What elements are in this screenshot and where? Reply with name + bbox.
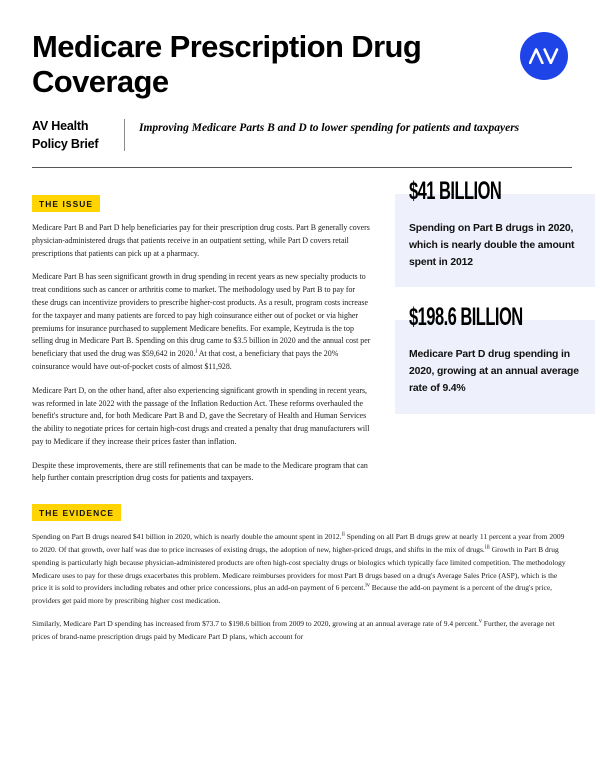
brand-row bbox=[32, 118, 572, 153]
stat-description: Medicare Part D drug spending in 2020, growing at an annual average rate of 9.4% bbox=[409, 349, 579, 395]
footnote-marker: iii bbox=[484, 544, 490, 551]
evidence-text: Because the add-on payment is a percent of the drug's price, providers get paid more by prescribing higher cost medication. bbox=[32, 583, 553, 606]
brand-name: AV Health Policy Brief bbox=[32, 119, 99, 151]
stats-column bbox=[373, 176, 595, 447]
logo-circle bbox=[520, 32, 568, 80]
issue-paragraph-text: Medicare Part B has seen significant growth in drug spending in recent years as new specialty products to treat conditions such as cancer or arthritis come to market. The methodology used by Part B to pay for these drugs can incentivize providers to prescribe higher-cost products. As a result, program costs increase for the taxpayer and many patients are forced to pay high coinsurance either out of pocket or via higher premiums for insurance purchased to supplement Medicare benefits. For example, Keytruda is the top selling drug in Medicare Part B. Spending on this drug came to $3.5 billion in 2020 and the annual cost per beneficiary that used the drug was $59,642 in 2020. bbox=[32, 272, 371, 359]
stat-description: Spending on Part B drugs in 2020, which is nearly double the amount spent in 2012 bbox=[409, 222, 575, 268]
stat-card bbox=[395, 176, 595, 288]
footnote-marker: ii bbox=[341, 531, 345, 538]
issue-paragraph: Medicare Part B and Part D help beneficiaries pay for their prescription drug costs. Part B generally covers physician-administered drugs that patients receive in an outpatient setting, while Part D covers retail prescriptions that patients can pick up at a pharmacy. bbox=[32, 222, 370, 258]
footnote-marker: i bbox=[195, 348, 198, 355]
evidence-paragraph bbox=[32, 618, 572, 644]
evidence-text: Spending on all Part B drugs grew at nearly 11 percent a year from 2009 to 2020. Of that growth, over half was due to price increases of existing drugs, the adoption of new, higher-priced drugs, and shifts in the mix of drugs. bbox=[32, 532, 565, 555]
evidence-text: Spending on Part B drugs neared $41 billion in 2020, which is nearly double the amount spent in 2012. bbox=[32, 532, 342, 542]
issue-paragraph: Despite these improvements, there are still refinements that can be made to the Medicare program that can help further contain prescription drug costs for patients and taxpayers. bbox=[32, 460, 368, 483]
evidence-text: Further, the average net prices of brand-name prescription drugs paid by Medicare Part D plans, which account for bbox=[32, 618, 555, 641]
evidence-paragraph bbox=[32, 531, 572, 608]
page-title: Medicare Prescription Drug Coverage bbox=[32, 29, 422, 99]
av-logo bbox=[520, 32, 568, 80]
document-subtitle: Improving Medicare Parts B and D to lower spending for patients and taxpayers bbox=[139, 122, 520, 135]
stat-card bbox=[395, 303, 595, 414]
issue-paragraph bbox=[32, 271, 373, 373]
evidence-section bbox=[32, 503, 572, 643]
stat-panel: $41 BILLION Spending on Part B drugs in 2020, which is nearly double the amount spent in 2012 bbox=[395, 194, 595, 288]
content-columns bbox=[32, 176, 579, 485]
issue-paragraph-tail: At that cost, a beneficiary that pays the 20% coinsurance would have out-of-pocket costs of almost $11,928. bbox=[32, 349, 339, 371]
evidence-text: Similarly, Medicare Part D spending has increased from $73.7 to $198.6 billion from 2009 to 2020, growing at an annual average rate of 9.4 percent. bbox=[32, 618, 479, 628]
document-header bbox=[32, 30, 572, 168]
section-tag-the-evidence: THE EVIDENCE bbox=[32, 504, 121, 521]
evidence-text: Growth in Part B drug spending is particularly high because physician-administered products are often high-cost specialty drugs or biologics which typically face limited competition. The methodology Medicare uses to pay for these drugs exacerbates this problem. Medicare reimburses providers for most Part B drugs based on a drug's Average Sales Price (ASP), which is the price it is sold to providers including rebates and other price concessions, plus an add-on payment of 6 percent. bbox=[32, 545, 566, 593]
header-rule bbox=[32, 167, 572, 168]
stat-panel: $198.6 BILLION Medicare Part D drug spending in 2020, growing at an annual average rate of 9.4% bbox=[395, 320, 595, 414]
av-monogram-icon bbox=[529, 48, 559, 64]
issue-paragraph: Medicare Part D, on the other hand, after also experiencing significant growth in spending in recent years, was reformed in late 2022 with the passage of the Inflation Reduction Act. These reforms overhauled the benefit's structure and, for both Medicare Part B and D, gave the Secretary of Health and Human Services the ability to negotiate prices for certain high-cost drugs and created a penalty that drug manufacturers will pay to Medicare if they increase their prices faster than inflation. bbox=[32, 385, 370, 446]
brand-divider bbox=[124, 119, 125, 151]
footnote-marker: iv bbox=[365, 582, 370, 589]
footnote-marker: v bbox=[478, 618, 482, 625]
section-tag-the-issue: THE ISSUE bbox=[32, 195, 100, 212]
issue-column bbox=[32, 194, 373, 485]
